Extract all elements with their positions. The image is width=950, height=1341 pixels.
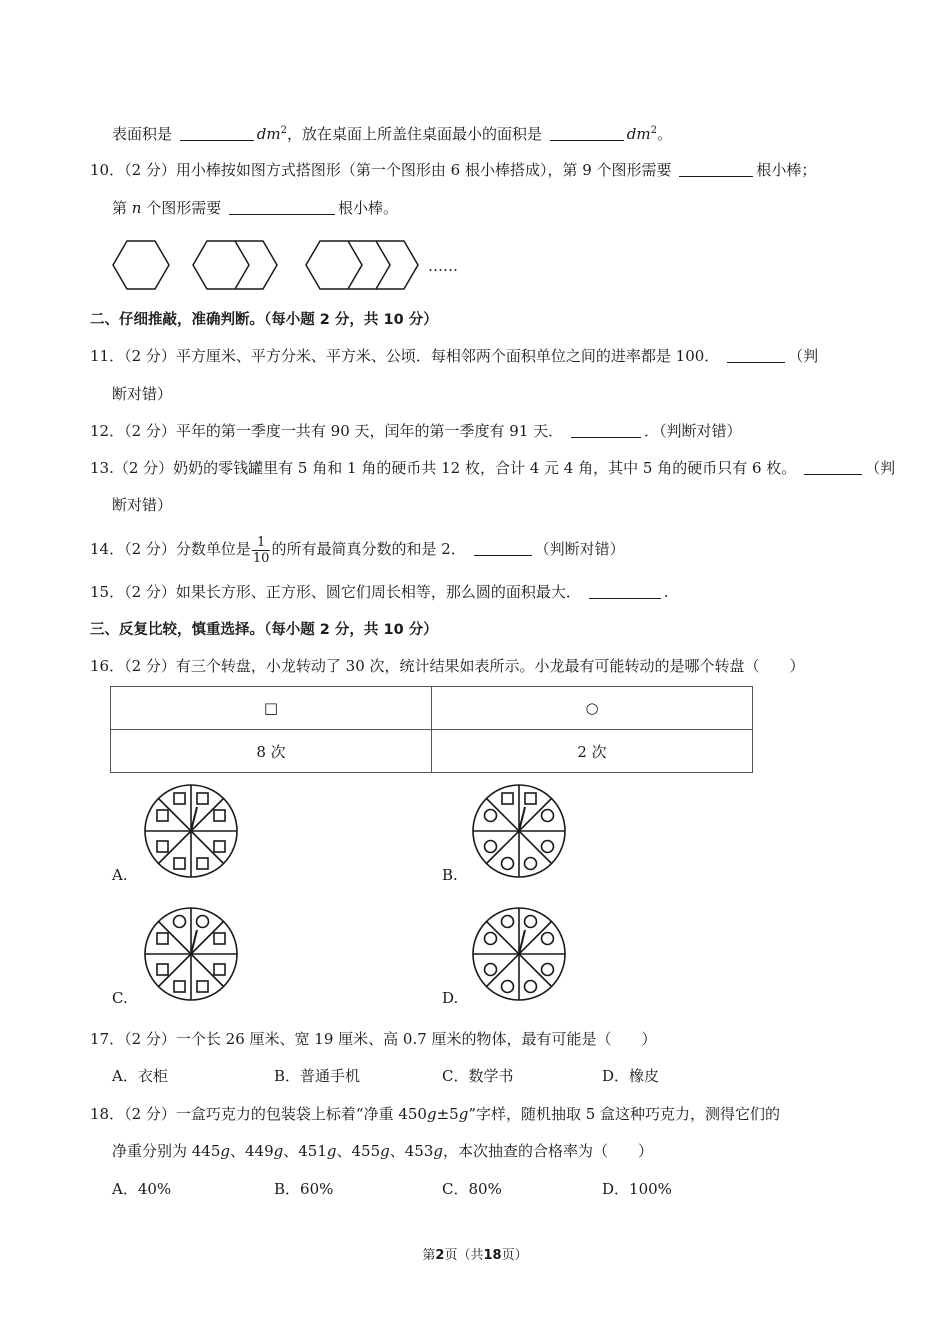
answer-blank[interactable] xyxy=(180,125,254,141)
q12: 12．（2 分）平年的第一季度一共有 90 天，闰年的第一季度有 91 天． ．（判断对错） xyxy=(90,422,742,440)
hexagon-2a xyxy=(193,241,249,289)
q17-option-a[interactable]: A．衣柜 xyxy=(112,1067,168,1085)
q10-line2: 第 n 个图形需要 根小棒。 xyxy=(112,199,399,217)
hexagon-3c xyxy=(376,241,418,289)
hexagon-3a xyxy=(306,241,362,289)
page-number: 2 xyxy=(435,1248,445,1263)
q9-continuation: 表面积是 $dm^2$，放在桌面上所盖住桌面最小的面积是 $dm^2$。 xyxy=(112,125,673,143)
table-header-circle: ○ xyxy=(432,687,753,730)
table-row xyxy=(111,687,753,730)
q14: 14．（2 分）分数单位是 $\frac{1}{10}$ 的所有最简真分数的和是 2． （判断对错） xyxy=(90,534,625,566)
q16-stem: 16．（2 分）有三个转盘，小龙转动了 30 次，统计结果如表所示。小龙最有可能转动的是哪个转盘（ ） xyxy=(90,657,805,675)
q17-option-c[interactable]: C．数学书 xyxy=(442,1067,514,1085)
q18-line1: 18．（2 分）一盒巧克力的包装袋上标着“净重 450g±5g”字样，随机抽取 5 盒这种巧克力，测得它们的 xyxy=(90,1105,781,1123)
q13-cont: 断对错） xyxy=(112,496,173,514)
answer-blank[interactable] xyxy=(589,583,661,599)
q17-option-d[interactable]: D．橡皮 xyxy=(602,1067,660,1085)
q18-option-c[interactable]: C．80% xyxy=(442,1180,502,1198)
hexagon-3b xyxy=(348,241,390,289)
table-cell-circle-count: 2 次 xyxy=(432,730,753,773)
spinner-b[interactable] xyxy=(470,782,568,880)
answer-blank[interactable] xyxy=(550,125,624,141)
q13: 13.（2 分）奶奶的零钱罐里有 5 角和 1 角的硬币共 12 枚，合计 4 元 4 角，其中 5 角的硬币只有 6 枚。 （判 xyxy=(90,459,896,477)
page-footer: 第2页（共18页） xyxy=(422,1248,528,1263)
hexagon-1 xyxy=(113,241,169,289)
option-b-label[interactable]: B. xyxy=(442,866,458,884)
q18-option-b[interactable]: B．60% xyxy=(274,1180,334,1198)
answer-blank[interactable] xyxy=(474,540,532,556)
answer-blank[interactable] xyxy=(804,459,862,475)
answer-blank[interactable] xyxy=(727,347,785,363)
q10-line1: 10．（2 分）用小棒按如图方式搭图形（第一个图形由 6 根小棒搭成），第 9 个图形需要 根小棒； xyxy=(90,161,817,179)
total-pages: 18 xyxy=(483,1248,502,1263)
option-d-label[interactable]: D. xyxy=(442,989,459,1007)
fraction: $\frac{1}{10}$ xyxy=(252,534,270,566)
spinner-a[interactable] xyxy=(142,782,240,880)
option-a-label[interactable]: A. xyxy=(112,866,128,884)
q18-option-d[interactable]: D．100% xyxy=(602,1180,672,1198)
answer-blank[interactable] xyxy=(679,161,753,177)
answer-blank[interactable] xyxy=(229,199,335,215)
q18-option-a[interactable]: A．40% xyxy=(112,1180,172,1198)
q16-result-table xyxy=(110,686,753,773)
section-2-heading: 二、仔细推敲，准确判断。（每小题 2 分，共 10 分） xyxy=(90,312,438,328)
option-c-label[interactable]: C. xyxy=(112,989,128,1007)
section-3-heading: 三、反复比较，慎重选择。（每小题 2 分，共 10 分） xyxy=(90,622,438,638)
table-header-square: □ xyxy=(111,687,432,730)
figure-ellipsis: …… xyxy=(428,257,458,275)
answer-blank[interactable] xyxy=(571,422,641,438)
spinner-d[interactable] xyxy=(470,905,568,1003)
q17-option-b[interactable]: B．普通手机 xyxy=(274,1067,361,1085)
table-row xyxy=(111,730,753,773)
table-cell-square-count: 8 次 xyxy=(111,730,432,773)
q11: 11．（2 分）平方厘米、平方分米、平方米、公顷．每相邻两个面积单位之间的进率都是 100． （判 xyxy=(90,347,819,365)
hexagon-sticks-figure xyxy=(108,236,428,294)
q18-line2: 净重分别为 445g、449g、451g、455g、453g，本次抽查的合格率为（ ） xyxy=(112,1142,654,1160)
q11-cont: 断对错） xyxy=(112,385,173,403)
spinner-c[interactable] xyxy=(142,905,240,1003)
q17-stem: 17．（2 分）一个长 26 厘米、宽 19 厘米、高 0.7 厘米的物体，最有可能是（ ） xyxy=(90,1030,657,1048)
hexagon-2b xyxy=(235,241,277,289)
q15: 15．（2 分）如果长方形、正方形、圆它们周长相等，那么圆的面积最大． . xyxy=(90,583,669,601)
